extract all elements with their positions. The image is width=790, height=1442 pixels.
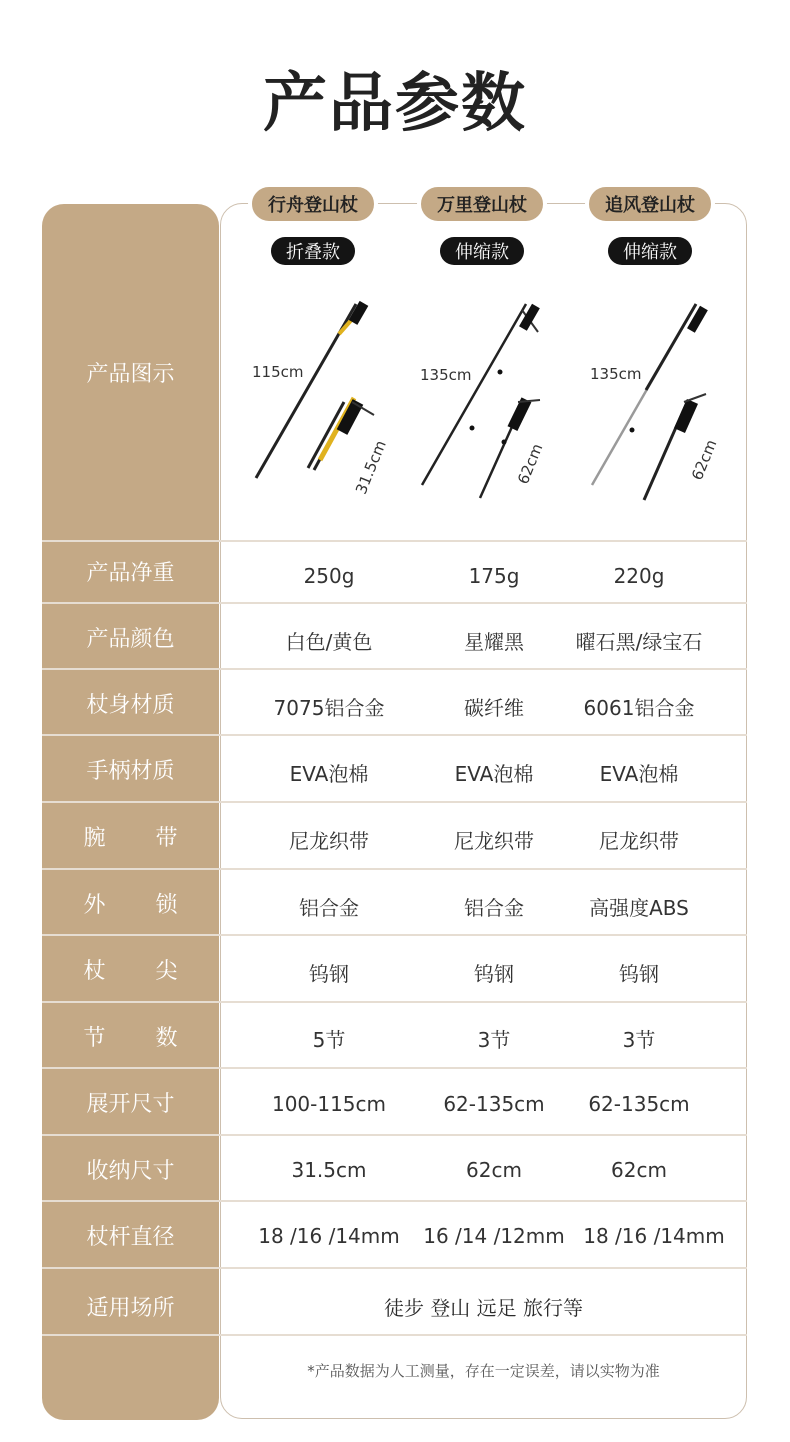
cell-extended-size-2: 62-135cm	[443, 1092, 545, 1116]
cell-usage: 徒步 登山 远足 旅行等	[383, 1295, 584, 1320]
short-length-2: 62cm	[514, 441, 547, 487]
product-type-3: 伸缩款	[608, 237, 692, 265]
row-label-color: 产品颜色	[86, 626, 175, 652]
product-image-3	[584, 290, 754, 520]
product-type-1: 折叠款	[271, 237, 355, 265]
cell-outer-lock-1: 铝合金	[299, 895, 359, 920]
row-label-outer-lock: 外 锁	[83, 892, 178, 918]
product-image-1	[244, 290, 414, 520]
cell-color-2: 星耀黑	[464, 629, 524, 654]
long-length-1: 115cm	[252, 363, 304, 381]
product-name-3: 追风登山杖	[585, 183, 715, 225]
row-label-handle-material: 手柄材质	[86, 758, 175, 784]
short-length-3: 62cm	[688, 437, 721, 483]
cell-color-3: 曜石黑/绿宝石	[575, 629, 703, 654]
short-length-1: 31.5cm	[352, 437, 390, 497]
cell-wrist-strap-3: 尼龙织带	[599, 828, 679, 853]
cell-body-material-3: 6061铝合金	[583, 695, 695, 720]
cell-weight-3: 220g	[613, 564, 665, 588]
row-label-extended-size: 展开尺寸	[86, 1091, 175, 1117]
product-image-2	[414, 290, 584, 520]
cell-extended-size-3: 62-135cm	[588, 1092, 690, 1116]
cell-tip-2: 钨钢	[474, 961, 514, 986]
cell-folded-size-2: 62cm	[466, 1158, 522, 1182]
row-label-wrist-strap: 腕 带	[83, 825, 178, 851]
cell-weight-1: 250g	[303, 564, 355, 588]
cell-wrist-strap-1: 尼龙织带	[289, 828, 369, 853]
long-length-3: 135cm	[590, 365, 642, 383]
cell-outer-lock-2: 铝合金	[464, 895, 524, 920]
product-type-2: 伸缩款	[440, 237, 524, 265]
cell-extended-size-1: 100-115cm	[271, 1092, 387, 1116]
cell-handle-material-2: EVA泡棉	[454, 761, 534, 786]
row-label-sections: 节 数	[83, 1025, 178, 1051]
row-label-folded-size: 收纳尺寸	[86, 1158, 175, 1184]
cell-body-material-1: 7075铝合金	[273, 695, 385, 720]
cell-weight-2: 175g	[468, 564, 520, 588]
cell-sections-2: 3节	[477, 1027, 511, 1052]
cell-diameter-3: 18 /16 /14mm	[583, 1224, 725, 1248]
row-label-tip: 杖 尖	[83, 958, 178, 984]
row-label-usage: 适用场所	[86, 1295, 175, 1321]
page-title: 产品参数	[263, 67, 527, 141]
cell-diameter-2: 16 /14 /12mm	[423, 1224, 565, 1248]
cell-color-1: 白色/黄色	[285, 629, 373, 654]
row-label-body-material: 杖身材质	[86, 692, 175, 718]
long-length-2: 135cm	[420, 366, 472, 384]
product-name-2: 万里登山杖	[417, 183, 547, 225]
cell-folded-size-3: 62cm	[611, 1158, 667, 1182]
row-label-image: 产品图示	[86, 361, 175, 387]
cell-sections-3: 3节	[622, 1027, 656, 1052]
cell-outer-lock-3: 高强度ABS	[589, 895, 689, 920]
cell-tip-3: 钨钢	[619, 961, 659, 986]
cell-diameter-1: 18 /16 /14mm	[258, 1224, 400, 1248]
product-name-1: 行舟登山杖	[248, 183, 378, 225]
cell-sections-1: 5节	[312, 1027, 346, 1052]
footnote: *产品数据为人工测量，存在一定误差，请以实物为准	[307, 1361, 660, 1380]
row-label-diameter: 杖杆直径	[86, 1224, 175, 1250]
cell-body-material-2: 碳纤维	[464, 695, 524, 720]
row-label-weight: 产品净重	[86, 560, 175, 586]
cell-handle-material-1: EVA泡棉	[289, 761, 369, 786]
cell-wrist-strap-2: 尼龙织带	[454, 828, 534, 853]
cell-tip-1: 钨钢	[309, 961, 349, 986]
cell-folded-size-1: 31.5cm	[291, 1158, 367, 1182]
cell-handle-material-3: EVA泡棉	[599, 761, 679, 786]
